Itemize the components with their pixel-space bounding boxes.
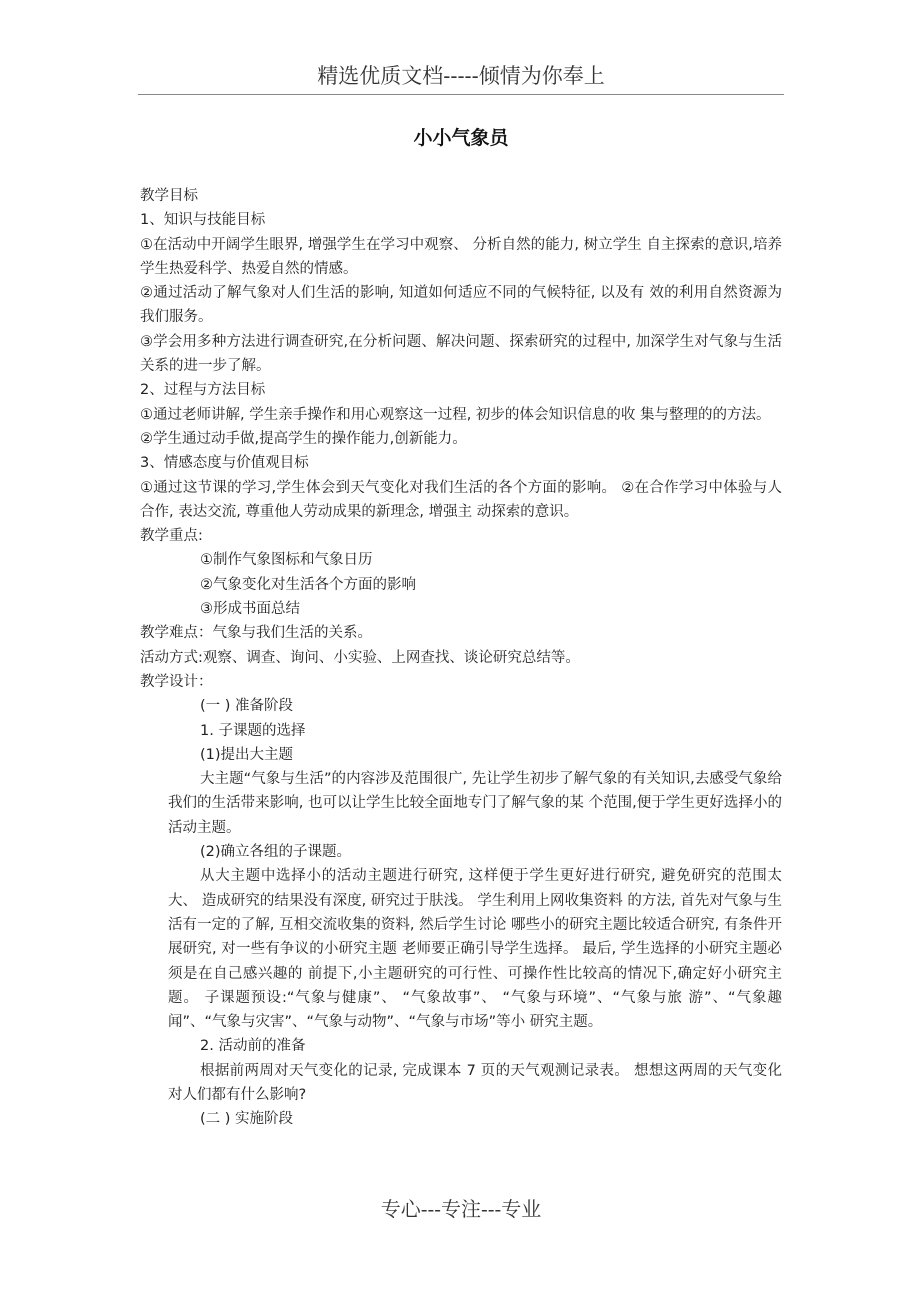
- document-title: 小小气象员: [413, 127, 509, 149]
- stage-heading: (二 ) 实施阶段: [200, 1111, 294, 1128]
- page-header: 精选优质文档-----倾情为你奉上: [317, 64, 605, 88]
- body-paragraph: 从大主题中选择小的活动主题进行研究, 这样便于学生更好进行研究, 避免研究的范围太大、 造成研究的结果没有深度, 研究过于肤浅。 学生利用上网收集资料 的方法, 首先对气象与生活有一定的了解, 互相交流收集的资料, 然后学生讨论 哪些小的研究主题比较适合研究, 有条件开展研究, 对一些有争议的小研究主题 老师要正确引导学生选择。 最后, 学生选择的小研究主题必须是在自己感兴趣的 前提下,小主题研究的可行性、可操作性比较高的情况下,确定好小研究主题。 子课题预设:“气象与健康”、 “气象故事”、 “气象与环境”、“气象与旅 游”、“气象趣闻”、“气象与灾害”、“气象与动物”、“气象与市场”等小 研究主题。: [168, 868, 782, 1031]
- page-footer: 专心---专注---专业: [380, 1197, 542, 1221]
- key-point-item: ③形成书面总结: [200, 601, 300, 618]
- section-heading: 3、情感态度与价值观目标: [140, 455, 309, 472]
- body-paragraph: ①在活动中开阔学生眼界, 增强学生在学习中观察、 分析自然的能力, 树立学生 自主探索的意识,培养学生热爱科学、热爱自然的情感。: [140, 236, 782, 277]
- key-point-item: ①制作气象图标和气象日历: [200, 552, 373, 569]
- body-paragraph: 根据前两周对天气变化的记录, 完成课本 7 页的天气观测记录表。 想想这两周的天气变化对人们都有什么影响?: [168, 1062, 782, 1103]
- section-heading: 教学重点:: [140, 528, 203, 545]
- step-heading: (2)确立各组的子课题。: [200, 844, 352, 861]
- section-heading: 2、过程与方法目标: [140, 382, 266, 399]
- step-heading: (1)提出大主题: [200, 746, 294, 763]
- body-paragraph: ①通过老师讲解, 学生亲手操作和用心观察这一过程, 初步的体会知识信息的收 集与整理的的方法。: [140, 406, 771, 423]
- section-heading: 1、知识与技能目标: [140, 212, 266, 229]
- step-heading: 1. 子课题的选择: [200, 722, 306, 739]
- stage-heading: (一 ) 准备阶段: [200, 698, 294, 715]
- section-heading: 教学目标: [140, 188, 198, 204]
- body-paragraph: ③学会用多种方法进行调查研究,在分析问题、解决问题、探索研究的过程中, 加深学生对气象与生活关系的进一步了解。: [140, 333, 782, 375]
- step-heading: 2. 活动前的准备: [200, 1038, 306, 1055]
- difficulty-line: 教学难点：气象与我们生活的关系。: [140, 625, 372, 642]
- document-body: [140, 184, 782, 1132]
- design-heading: 教学设计：: [140, 673, 213, 690]
- body-paragraph: 大主题“气象与生活”的内容涉及范围很广, 先让学生初步了解气象的有关知识,去感受气象给我们的生活带来影响, 也可以让学生比较全面地专门了解气象的某 个范围,便于学生更好选择小的活动主题。: [168, 771, 782, 836]
- body-paragraph: ②通过活动了解气象对人们生活的影响, 知道如何适应不同的气候特征, 以及有 效的利用自然资源为我们服务。: [140, 285, 782, 326]
- body-paragraph: ①通过这节课的学习,学生体会到天气变化对我们生活的各个方面的影响。 ②在合作学习中体验与人合作, 表达交流, 尊重他人劳动成果的新理念, 增强主 动探索的意识。: [140, 479, 782, 520]
- key-point-item: ②气象变化对生活各个方面的影响: [200, 576, 416, 593]
- activity-line: 活动方式:观察、调查、询问、小实验、上网查找、谈论研究总结等。: [140, 649, 580, 666]
- body-paragraph: ②学生通过动手做,提高学生的操作能力,创新能力。: [140, 430, 467, 447]
- header-divider: [138, 94, 784, 95]
